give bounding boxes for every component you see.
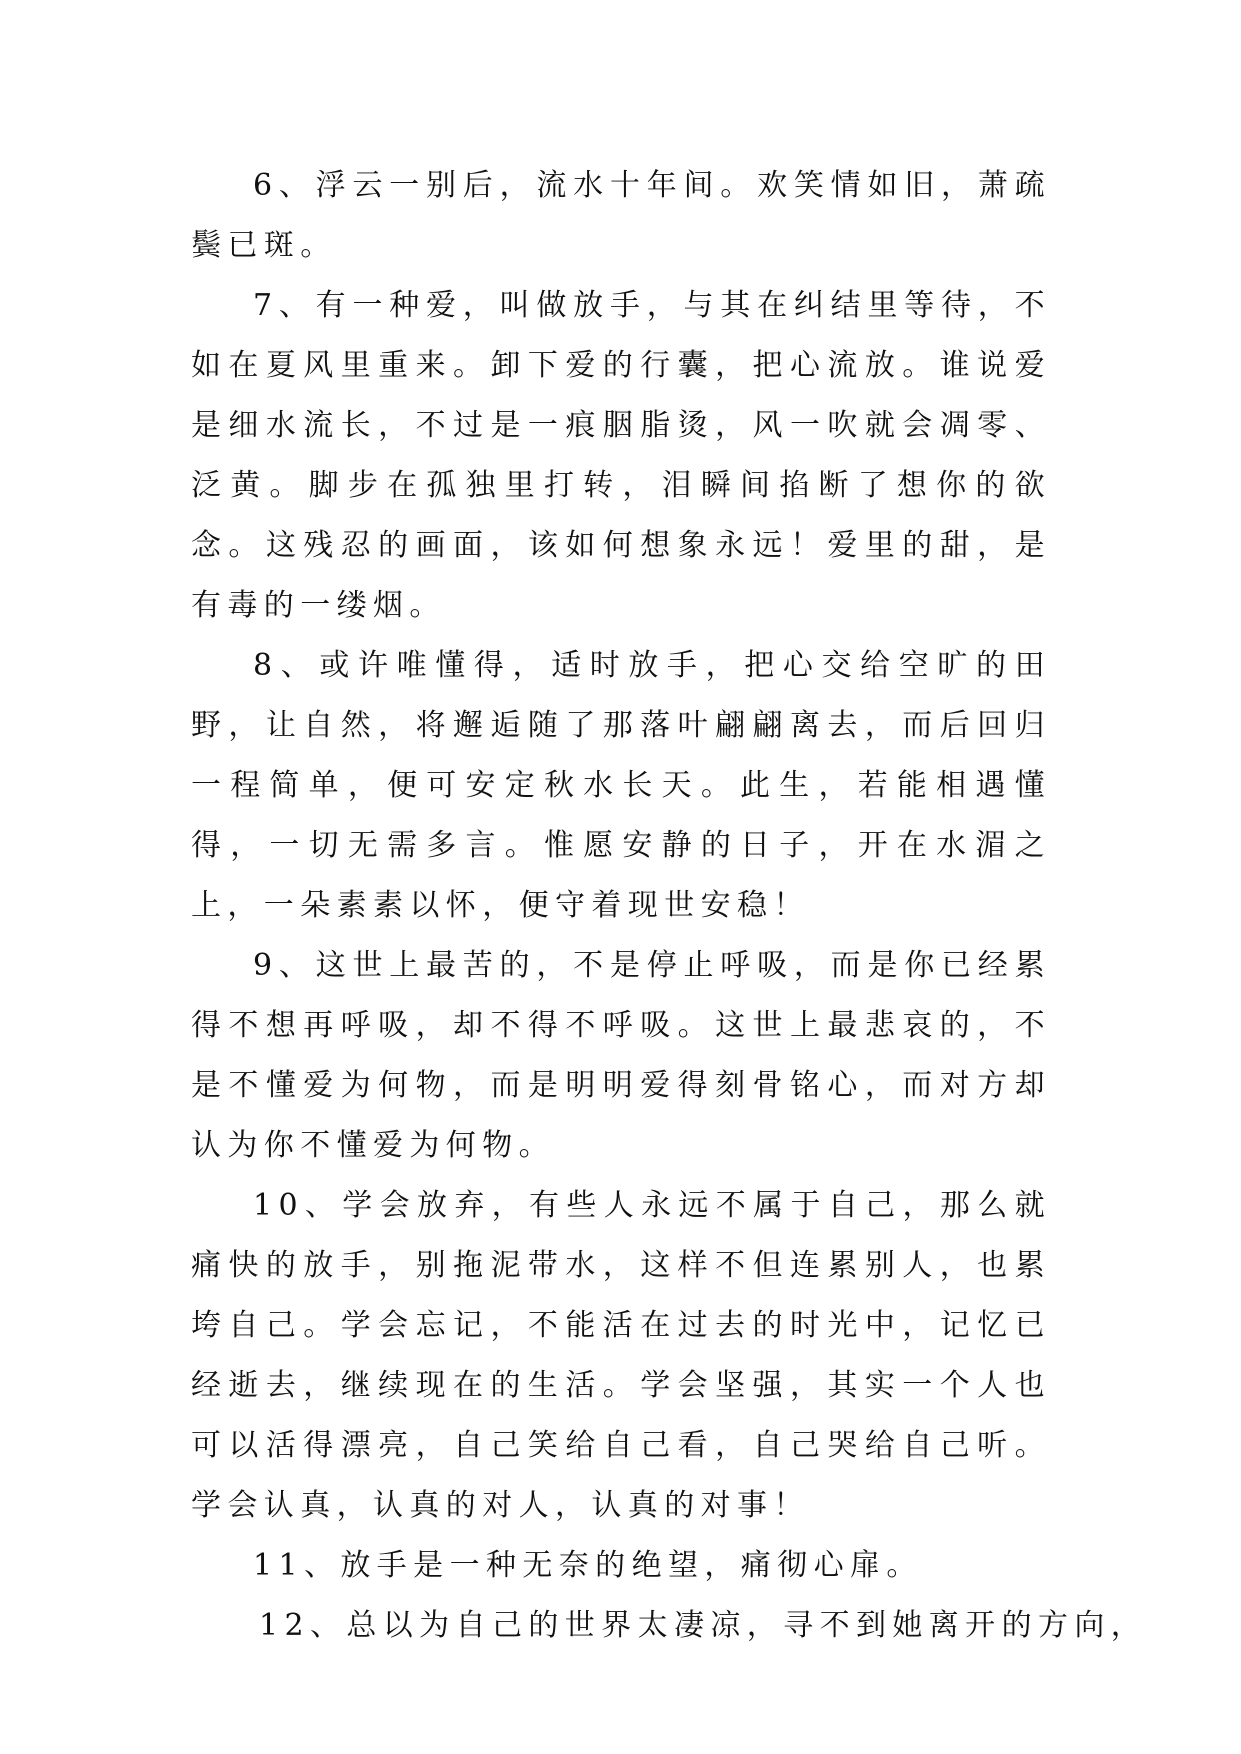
paragraph-8: 8、或许唯懂得，适时放手，把心交给空旷的田野，让自然，将邂逅随了那落叶翩翩离去，而后回归一程简单，便可安定秋水长天。此生，若能相遇懂得，一切无需多言。惟愿安静的日子，开在水湄之上，一朵素素以怀，便守着现世安稳！ [191, 648, 1051, 923]
paragraph-7: 7、有一种爱，叫做放手，与其在纠结里等待，不如在夏风里重来。卸下爱的行囊，把心流放。谁说爱是细水流长，不过是一痕胭脂烫，风一吹就会凋零、泛黄。脚步在孤独里打转，泪瞬间掐断了想你的欲念。这残忍的画面，该如何想象永远！爱里的甜，是有毒的一缕烟。 [191, 288, 1051, 623]
paragraph-10: 10、学会放弃，有些人永远不属于自己，那么就痛快的放手，别拖泥带水，这样不但连累别人，也累垮自己。学会忘记，不能活在过去的时光中，记忆已经逝去，继续现在的生活。学会坚强，其实一个人也可以活得漂亮，自己笑给自己看，自己哭给自己听。学会认真，认真的对人，认真的对事！ [191, 1188, 1051, 1523]
paragraph-12: 12、总以为自己的世界太凄凉，寻不到她离开的方向， [259, 1608, 1148, 1643]
paragraph-6: 6、浮云一别后，流水十年间。欢笑情如旧，萧疏鬓已斑。 [191, 168, 1051, 263]
document-body [191, 156, 1148, 1656]
paragraph-9: 9、这世上最苦的，不是停止呼吸，而是你已经累得不想再呼吸，却不得不呼吸。这世上最悲哀的，不是不懂爱为何物，而是明明爱得刻骨铭心，而对方却认为你不懂爱为何物。 [191, 948, 1051, 1163]
paragraph-11: 11、放手是一种无奈的绝望，痛彻心扉。 [253, 1548, 923, 1583]
